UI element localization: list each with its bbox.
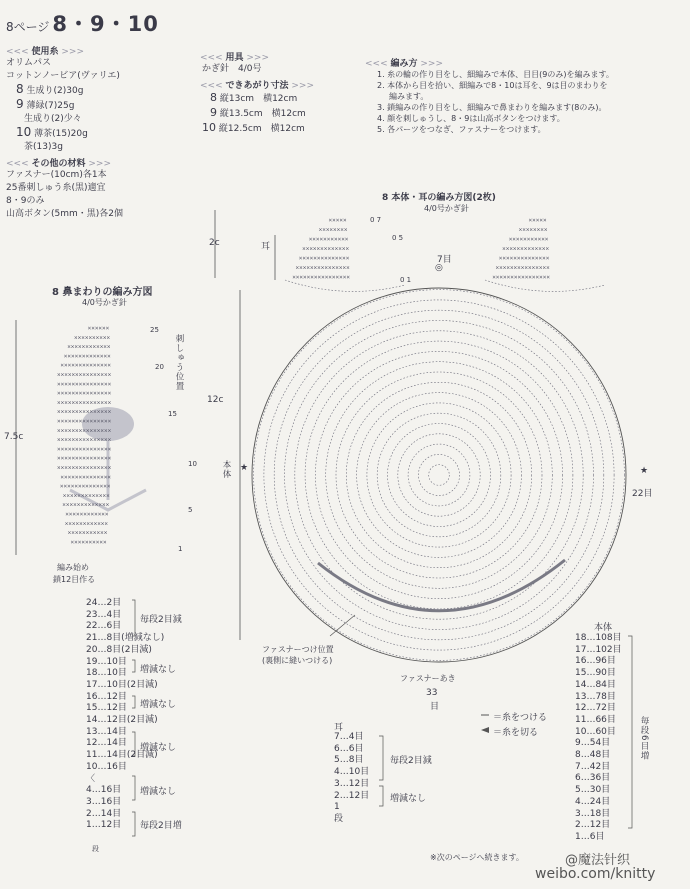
ear-stitch-row: ××××××××××××××× — [495, 264, 550, 272]
nose-row-mark: 10 — [188, 460, 197, 468]
nose-row-mark: 20 — [155, 363, 164, 371]
body-round-ring — [367, 403, 511, 547]
ear-row: 1 — [334, 802, 340, 813]
nose-row: 1…12目 — [86, 820, 122, 831]
body-row: 16…96目 — [575, 656, 616, 667]
nose-stitch-row: ××××××××××××× — [63, 352, 111, 360]
yarn-item: 8 生成り(2)30g — [16, 82, 84, 96]
ear-row: 4…10目 — [334, 767, 370, 778]
nose-row-mark: 5 — [188, 506, 193, 514]
left-star-marker: ★ — [240, 463, 249, 473]
nose-row: 3…16目 — [86, 796, 122, 807]
nose-stitch-row: ××××××××××××××× — [57, 380, 112, 388]
method-step: 5. 各パーツをつなぎ、ファスナーをつけます。 — [377, 125, 546, 134]
ear-stitch-row: ××××××××××××× — [302, 245, 350, 253]
nose-stitch-row: ××××××××××××××× — [57, 408, 112, 416]
nose-stitch-row: ×××××××××× — [74, 334, 111, 342]
ear-stitch-row: ×××××××××××××××× — [492, 274, 550, 281]
body-row: 7…42目 — [575, 761, 611, 772]
other-item: 山高ボタン(5mm・黒)各2個 — [6, 209, 124, 219]
ear-stitch-row: ×××××××× — [518, 226, 548, 234]
zipper-position-label: ファスナーつけ位置 — [262, 645, 334, 654]
yarn-item: 茶(13)3g — [24, 142, 63, 152]
page-label: 8ページ — [6, 20, 50, 34]
ear-stitch-row: ×××××××× — [318, 226, 348, 234]
page-numbers: 8・9・10 — [52, 12, 159, 36]
yarn-brand: オリムパス — [6, 58, 52, 68]
legend-cut-yarn: ＝糸を切る — [493, 728, 539, 738]
nose-row: 4…16目 — [86, 785, 122, 796]
body-row: 10…60目 — [575, 726, 616, 737]
body-row: 5…30目 — [575, 785, 611, 796]
tools-heading: <<< 用具 >>> — [200, 53, 269, 63]
body-round-ring — [305, 341, 573, 609]
continue-note: ※次のページへ続きます。 — [430, 853, 524, 862]
ear-stitch-row: ××××× — [328, 217, 347, 224]
ear-row: 7…4目 — [334, 732, 364, 742]
right-ear-chart — [485, 217, 605, 291]
nose-row-annotation: 増減なし — [140, 743, 177, 753]
nose-row-annotation: 増減なし — [140, 665, 177, 675]
body-row: 18…108目 — [575, 633, 622, 643]
other-materials-heading: <<< その他の材料 >>> — [6, 159, 111, 169]
nose-stitch-row: ××××××××××××××× — [57, 418, 112, 425]
legend-attach-yarn: ＝糸をつける — [493, 713, 548, 723]
method-step: 2. 本体から目を拾い、細編みで8・10は耳を、9は目のまわりを — [377, 81, 608, 90]
ear-row: 3…12目 — [334, 778, 370, 789]
yarn-item: 生成り(2)少々 — [24, 114, 82, 124]
nose-row: 11…14目(2目減) — [86, 750, 158, 761]
nose-stitch-row: ××××××××××××××× — [57, 464, 112, 472]
nose-row-annotation: 毎段2目増 — [140, 821, 182, 831]
ear-stitch-row: ×××××××××××××× — [298, 255, 350, 262]
body-round-ring — [377, 413, 501, 537]
body-row-list — [575, 633, 622, 844]
nose-stitch-row: ××××××××××××× — [62, 501, 110, 509]
method-step: 1. 糸の輪の作り目をし、細編みで本体、目目(9のみ)を編みます。 — [377, 70, 614, 79]
nose-stitch-row: ××××××××××××× — [62, 492, 110, 500]
method-step: 4. 顔を刺しゅうし、8・9は山高ボタンをつけます。 — [377, 114, 565, 123]
ear-stitch-row: ××××××××××××××× — [295, 264, 350, 272]
ear-base-arc — [485, 280, 605, 291]
body-chart-needle: 4/0号かぎ針 — [424, 204, 469, 213]
size-heading: <<< できあがり寸法 >>> — [200, 81, 314, 91]
other-item: ファスナー(10cm)各1本 — [6, 170, 107, 180]
body-row: 11…66目 — [575, 714, 616, 725]
ear-row: 5…8目 — [334, 755, 364, 766]
ear-row-mark: 0 7 — [370, 216, 382, 224]
bottom-count: 33 — [426, 688, 438, 698]
other-item: 25番刺しゅう糸(黒)適宜 — [6, 183, 106, 193]
nose-row: 21…8目(増減なし) — [86, 633, 165, 644]
nose-row-mark: 15 — [168, 410, 177, 418]
top-stitch-count: 7目 — [437, 255, 452, 265]
right-stitch-count: 22目 — [632, 489, 653, 499]
size-row: 10 縦12.5cm 横12cm — [202, 121, 305, 134]
nose-chain-label: 鎖12目作る — [53, 575, 96, 584]
body-row: 15…90目 — [575, 668, 616, 679]
body-row: 12…72目 — [575, 703, 616, 714]
nose-row: 12…14目 — [86, 738, 127, 749]
nose-stitch-row: ××××××××××××××× — [57, 390, 112, 398]
ear-stitch-row: ××××××××××× — [508, 236, 549, 243]
body-row: 1…6目 — [575, 831, 605, 842]
body-round-ring — [408, 444, 470, 506]
ear-base-arc — [285, 280, 405, 291]
nose-row: 15…12目 — [86, 703, 127, 714]
ear-stitch-row: ××××××××××××× — [502, 245, 550, 253]
nose-row: 20…8目(2目減) — [86, 644, 152, 655]
nose-row-footer: 段 — [92, 845, 99, 853]
method-heading: <<< 編み方 >>> — [365, 59, 443, 69]
top-marker: ◎ — [435, 263, 443, 273]
body-round-ring — [274, 310, 604, 640]
zipper-position-note: (裏側に縫いつける) — [262, 656, 333, 665]
body-round-ring — [429, 465, 450, 486]
yarn-name: コットンノービア(ヴァリエ) — [6, 71, 120, 81]
ear-dimension-label: 2c — [209, 238, 220, 248]
cut-yarn-symbol — [481, 727, 489, 733]
needle-info: かぎ針 4/0号 — [202, 64, 262, 74]
nose-row: 22…6目 — [86, 621, 122, 632]
nose-stitch-row: ×××××××××××××× — [60, 473, 111, 481]
body-row: 4…24目 — [575, 796, 611, 807]
nose-row: 17…10目(2目減) — [86, 679, 158, 690]
nose-row: 14…12目(2目減) — [86, 715, 158, 726]
body-row: 2…12目 — [575, 820, 611, 831]
nose-stitch-row: ×××××××××××× — [67, 343, 111, 351]
nose-needle: 4/0号かぎ針 — [82, 298, 127, 307]
nose-row-mark: 25 — [150, 326, 159, 334]
yarn-heading: <<< 使用糸 >>> — [6, 47, 84, 57]
body-row: 14…84目 — [575, 679, 616, 690]
nose-stitch-row: ×××××××××××××× — [60, 362, 111, 370]
body-round-ring — [285, 321, 594, 630]
ear-rows-heading: 耳 — [334, 723, 344, 733]
body-row: 13…78目 — [575, 691, 616, 702]
yarn-item: 10 薄茶(15)20g — [16, 125, 88, 139]
ear-row-mark: 0 5 — [392, 234, 404, 242]
nose-stitch-row: ××××××××××××××× — [57, 455, 112, 463]
body-round-ring — [346, 382, 531, 567]
other-item: 8・9のみ — [6, 196, 45, 206]
method-step: 3. 鎖編みの作り目をし、細編みで鼻まわりを編みます(8のみ)。 — [377, 103, 607, 112]
row-brackets — [132, 600, 632, 836]
body-round-ring — [357, 393, 522, 558]
nose-row-mark: 1 — [178, 545, 183, 553]
ear-stitch-row: ×××××××××××××× — [498, 255, 550, 262]
body-row: 9…54目 — [575, 738, 611, 749]
nose-start-label: 編み始め — [57, 563, 89, 572]
nose-stitch-row: ××××××××××× — [67, 529, 108, 537]
body-round-ring — [254, 290, 625, 661]
nose-stitch-row: ×××××××××××× — [64, 520, 109, 528]
body-round-ring — [264, 300, 614, 650]
size-row: 8 縦13cm 横12cm — [210, 91, 298, 104]
bottom-count-unit: 目 — [430, 702, 440, 712]
body-vertical-label: 本体 — [221, 460, 231, 479]
ear-row: 2…12目 — [334, 790, 370, 801]
left-ear-chart — [285, 217, 405, 291]
body-dimension-label: 12c — [207, 395, 224, 405]
nose-row: 16…12目 — [86, 691, 127, 702]
watermark-url: weibo.com/knitty — [535, 866, 656, 882]
ear-stitch-row: ××××× — [528, 217, 547, 224]
nose-size-label: 7.5c — [4, 432, 24, 442]
ear-label: 耳 — [261, 242, 271, 252]
nose-row: 2…14目 — [86, 808, 122, 819]
nose-stitch-row: ××××××××××××××× — [57, 399, 112, 407]
nose-row: 〈 — [86, 773, 96, 784]
zipper-opening-label: ファスナーあき — [400, 674, 456, 683]
embroidery-position-label: 刺しゅう位置 — [174, 334, 184, 391]
nose-row-annotation: 増減なし — [140, 787, 177, 797]
body-row: 8…48目 — [575, 750, 611, 761]
ear-row-list — [334, 732, 369, 826]
body-rows-heading: 本体 — [594, 623, 613, 633]
ear-row-annotation: 増減なし — [390, 794, 427, 804]
ear-row-annotation: 毎段2目減 — [390, 756, 432, 766]
zipper-leader-line — [330, 615, 355, 636]
body-rounds — [252, 288, 626, 662]
nose-stitch-row: ××××××××××××××× — [57, 427, 112, 435]
nose-row-annotation: 増減なし — [140, 700, 177, 710]
nose-stitch-row: ××××××××××××××× — [57, 436, 112, 444]
nose-row: 13…14目 — [86, 726, 127, 737]
body-row: 3…18目 — [575, 808, 611, 819]
body-round-ring — [315, 351, 562, 598]
right-star-marker: ★ — [640, 466, 649, 476]
body-row: 17…102目 — [575, 644, 622, 655]
nose-row: 23…4目 — [86, 609, 122, 620]
ear-stitch-row: ××××××××××× — [308, 236, 349, 243]
nose-row-annotation: 毎段2目減 — [140, 615, 182, 625]
nose-stitch-row: ××××××××××××××× — [57, 445, 112, 453]
nose-stitch-row: ×××××× — [87, 325, 110, 332]
watermark-handle: @魔法针织 — [565, 853, 631, 868]
nose-row: 19…10目 — [86, 656, 127, 667]
body-row: 6…36目 — [575, 773, 611, 784]
body-round-ring — [326, 362, 553, 589]
body-round-ring — [418, 454, 459, 495]
nose-row: 10…16目 — [86, 761, 127, 772]
ear-row-mark: 0 1 — [400, 276, 412, 284]
body-round-ring — [388, 424, 491, 527]
ear-row: 6…6目 — [334, 743, 364, 754]
body-round-ring — [398, 434, 480, 516]
nose-stitch-row: ×××××××××× — [70, 538, 107, 546]
nose-row: 24…2目 — [86, 598, 122, 608]
nose-stitch-chart — [57, 325, 146, 546]
body-row-side-note: 毎段6目増 — [639, 716, 649, 761]
nose-stitch-row: ×××××××××××××× — [59, 483, 111, 491]
ear-stitch-row: ×××××××××××××××× — [292, 274, 350, 281]
ear-row: 段 — [334, 813, 344, 824]
body-chart-title: 8 本体・耳の編み方図(2枚) — [382, 193, 496, 203]
yarn-item: 9 薄緑(7)25g — [16, 97, 75, 111]
nose-stitch-row: ×××××××××××× — [65, 511, 109, 518]
nose-stitch-row: ××××××××××××××× — [57, 371, 112, 379]
size-row: 9 縦13.5cm 横12cm — [210, 106, 306, 119]
nose-chart-title: 8 鼻まわりの編み方図 — [52, 287, 153, 298]
nose-row: 18…10目 — [86, 668, 127, 679]
method-step: 編みます。 — [389, 92, 429, 101]
